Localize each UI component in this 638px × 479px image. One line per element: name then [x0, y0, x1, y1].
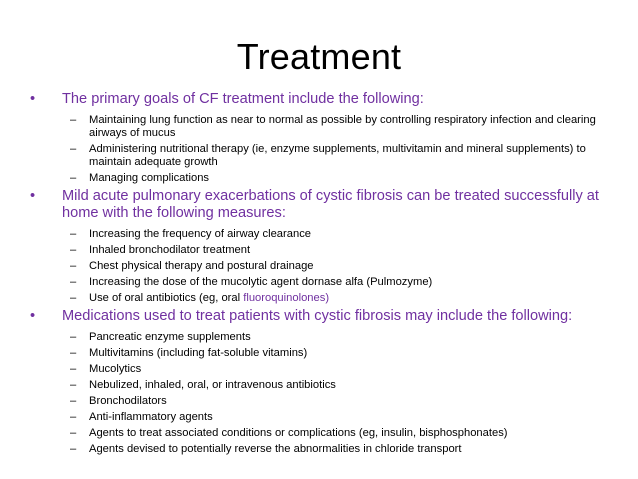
dash-icon: – — [70, 331, 77, 343]
sub-item — [30, 143, 630, 169]
slide-title: Treatment — [236, 36, 402, 77]
sub-item-text: Maintaining lung function as near to normal as possible by controlling respiratory infection and clearing airways of mucus — [89, 114, 596, 139]
sub-item-text: Increasing the frequency of airway clearance — [89, 228, 312, 240]
dash-icon: – — [70, 276, 77, 288]
sub-item-text: Use of oral antibiotics (eg, oral — [89, 292, 244, 304]
dash-icon: – — [70, 172, 77, 184]
sub-list-medications — [30, 331, 630, 456]
dash-icon: – — [70, 347, 77, 359]
bullet-treatment-goals — [30, 91, 630, 108]
sub-item — [30, 411, 630, 424]
sub-item — [30, 347, 630, 360]
sub-item-text: Mucolytics — [89, 363, 142, 375]
sub-item-text: Inhaled bronchodilator treatment — [89, 244, 251, 256]
dash-icon: – — [70, 244, 77, 256]
sub-item — [30, 172, 630, 185]
sub-item — [30, 427, 630, 440]
sub-item — [30, 379, 630, 392]
slide-content — [30, 91, 630, 459]
sub-item — [30, 114, 630, 140]
sub-item-highlight: fluoroquinolones) — [243, 292, 330, 304]
sub-item-text: Agents devised to potentially reverse the abnormalities in chloride transport — [89, 443, 462, 455]
dash-icon: – — [70, 427, 77, 439]
sub-item — [30, 276, 630, 289]
bullet-icon: • — [30, 91, 36, 107]
sub-item — [30, 395, 630, 408]
dash-icon: – — [70, 292, 77, 304]
sub-item-text: Bronchodilators — [89, 395, 167, 407]
sub-item-text: Multivitamins (including fat-soluble vitamins) — [89, 347, 308, 359]
bullet-home-treatment — [30, 188, 630, 222]
sub-item-text: Pancreatic enzyme supplements — [89, 331, 251, 343]
dash-icon: – — [70, 411, 77, 423]
bullet-icon: • — [30, 188, 36, 204]
dash-icon: – — [70, 379, 77, 391]
sub-item — [30, 443, 630, 456]
bullet-text: The primary goals of CF treatment include the following: — [62, 91, 424, 107]
sub-item — [30, 260, 630, 273]
sub-item-text: Managing complications — [89, 172, 210, 184]
sub-item — [30, 331, 630, 344]
sub-list-home-measures — [30, 228, 630, 305]
dash-icon: – — [70, 114, 77, 126]
dash-icon: – — [70, 228, 77, 240]
sub-item-text: Increasing the dose of the mucolytic agent dornase alfa (Pulmozyme) — [89, 276, 433, 288]
sub-item — [30, 292, 630, 305]
sub-item — [30, 363, 630, 376]
sub-item — [30, 228, 630, 241]
sub-item-text: Agents to treat associated conditions or complications (eg, insulin, bisphosphonates) — [89, 427, 508, 439]
sub-item-text: Chest physical therapy and postural drainage — [89, 260, 314, 272]
bullet-text: Mild acute pulmonary exacerbations of cystic fibrosis can be treated successfully at home with the following measures: — [62, 188, 599, 221]
sub-list-goals — [30, 114, 630, 185]
sub-item-text: Administering nutritional therapy (ie, enzyme supplements, multivitamin and mineral supplements) to maintain adequate growth — [89, 143, 586, 168]
dash-icon: – — [70, 443, 77, 455]
sub-item — [30, 244, 630, 257]
dash-icon: – — [70, 395, 77, 407]
sub-item-text: Anti-inflammatory agents — [89, 411, 213, 423]
dash-icon: – — [70, 363, 77, 375]
bullet-text: Medications used to treat patients with cystic fibrosis may include the following: — [62, 308, 573, 324]
sub-item-text: Nebulized, inhaled, oral, or intravenous antibiotics — [89, 379, 336, 391]
bullet-medications — [30, 308, 630, 325]
bullet-icon: • — [30, 308, 36, 324]
dash-icon: – — [70, 260, 77, 272]
dash-icon: – — [70, 143, 77, 155]
